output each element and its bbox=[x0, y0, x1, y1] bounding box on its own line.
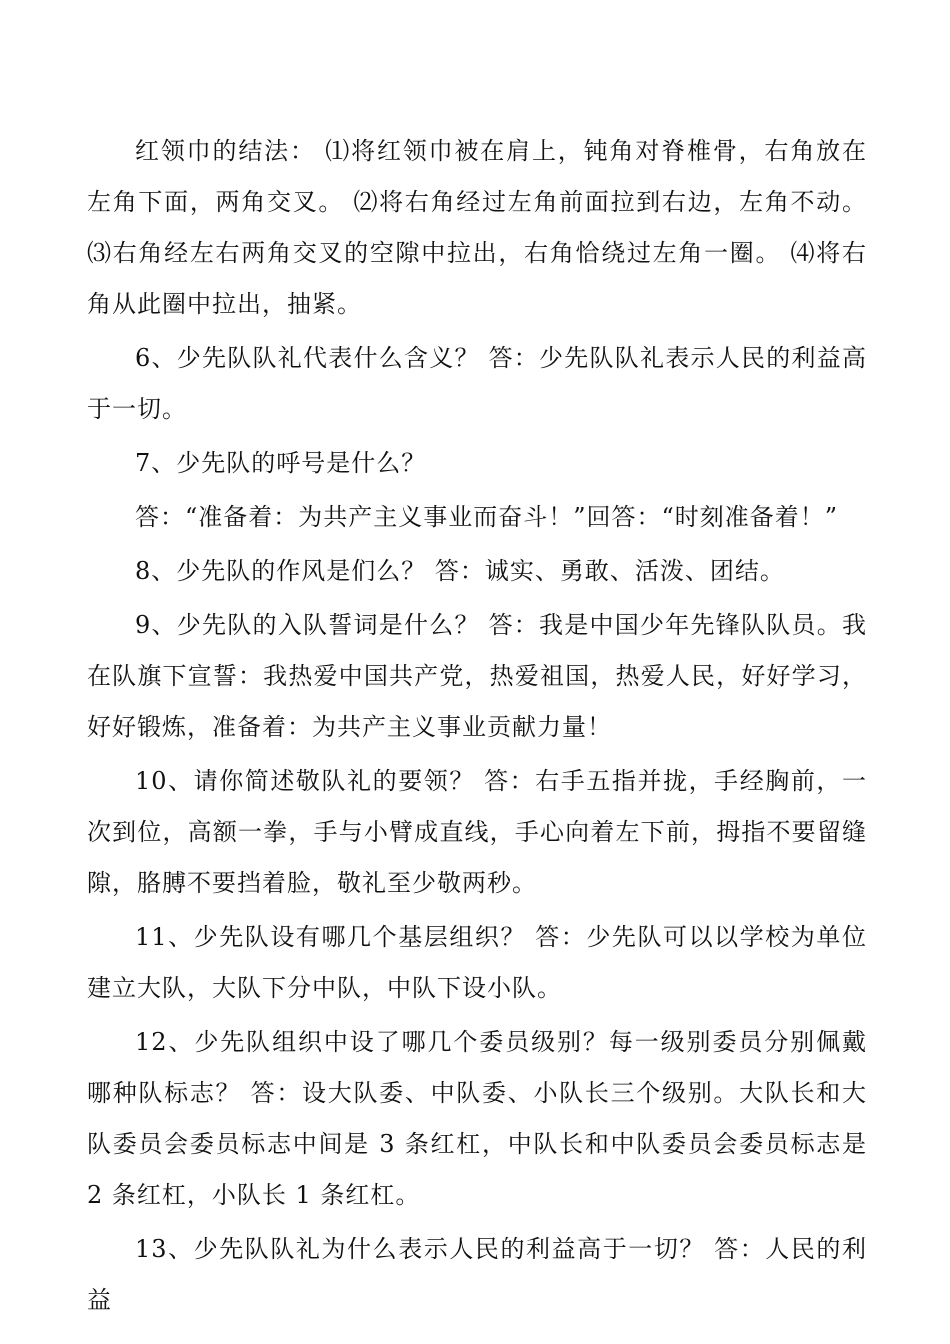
paragraph-q7-answer: 答：“准备着：为共产主义事业而奋斗！”回答：“时刻准备着！” bbox=[135, 503, 839, 531]
paragraph-q11: 11、少先队设有哪几个基层组织？ 答：少先队可以以学校为单位建立大队，大队下分中队，中队下设小队。 bbox=[87, 923, 867, 1002]
paragraph-q10: 10、请你简述敬队礼的要领？ 答：右手五指并拢，手经胸前，一次到位，高额一拳，手与小臂成直线，手心向着左下前，拇指不要留缝隙，胳膊不要挡着脸，敬礼至少敬两秒。 bbox=[87, 767, 867, 897]
paragraph-q8: 8、少先队的作风是们么？ 答：诚实、勇敢、活泼、团结。 bbox=[135, 557, 785, 585]
paragraph-q13: 13、少先队队礼为什么表示人民的利益高于一切？ 答：人民的利益 bbox=[87, 1235, 867, 1314]
paragraph-q9: 9、少先队的入队誓词是什么？ 答：我是中国少年先锋队队员。我在队旗下宣誓：我热爱中国共产党，热爱祖国，热爱人民，好好学习，好好锻炼，准备着：为共产主义事业贡献力量！ bbox=[87, 611, 867, 741]
paragraph-q7: 7、少先队的呼号是什么？ bbox=[135, 449, 427, 477]
paragraph-q6: 6、少先队队礼代表什么含义？ 答：少先队队礼表示人民的利益高于一切。 bbox=[87, 344, 867, 423]
document-page bbox=[87, 126, 867, 1326]
paragraph-q12: 12、少先队组织中设了哪几个委员级别？每一级别委员分别佩戴哪种队标志？ 答：设大队委、中队委、小队长三个级别。大队长和大队委员会委员标志中间是 3 条红杠，中队长和中队委员会委员标志是 2 条红杠，小队长 1 条红杠。 bbox=[87, 1028, 867, 1209]
paragraph-red-scarf-knot: 红领巾的结法： ⑴将红领巾被在肩上，钝角对脊椎骨，右角放在左角下面，两角交叉。 ⑵将右角经过左角前面拉到右边，左角不动。 ⑶右角经左右两角交叉的空隙中拉出，右角恰绕过左角一圈。 ⑷将右角从此圈中拉出，抽紧。 bbox=[87, 137, 867, 318]
